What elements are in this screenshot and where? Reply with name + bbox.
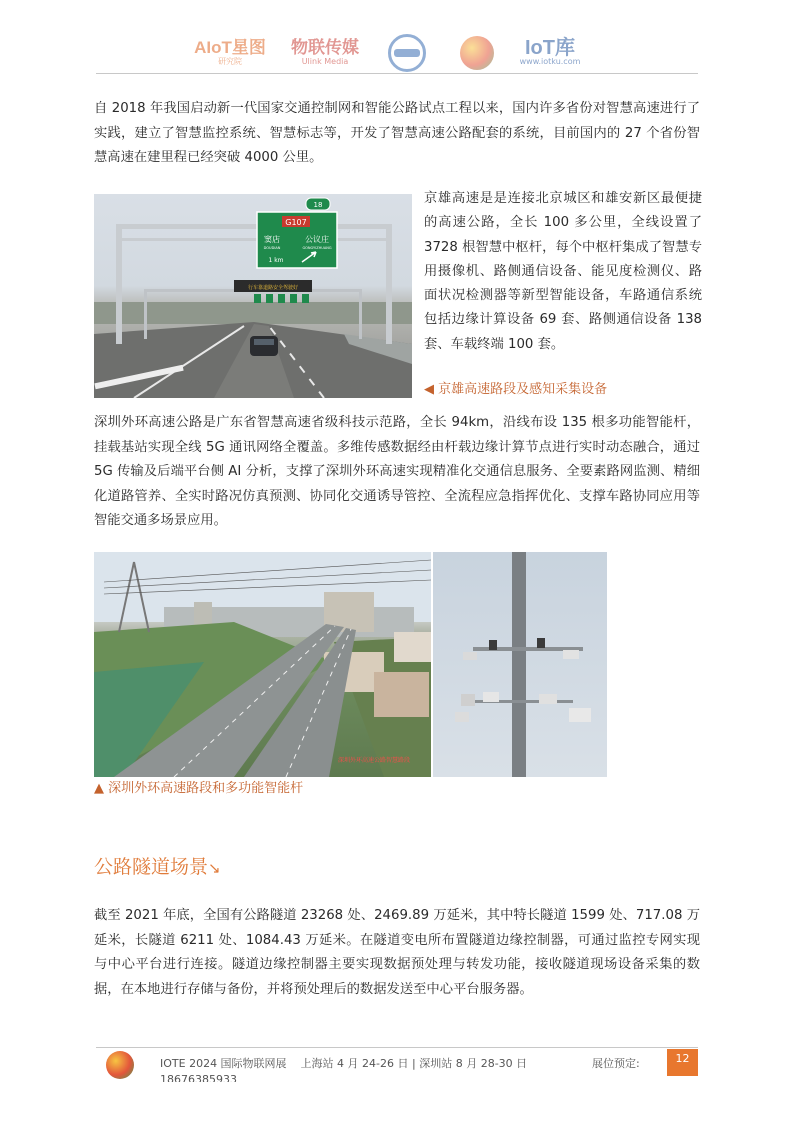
header-divider: [96, 73, 698, 74]
footer-event: [160, 1056, 527, 1072]
ulink-media-logo: [285, 33, 365, 73]
shenzhen-paragraph: 深圳外环高速公路是广东省智慧高速省级科技示范路，全长 94km，沿线布设 135 根多功能智能杆，挂载基站实现全线 5G 通讯网络全覆盖。多维传感数据经由杆载边缘计算节点进行实时动态融合，通过 5G 传输及后端平台侧 AI 分析，支撑了深圳外环高速实现精准化交通信息服务、全要素路网监测、精细化道路管养、全实时路况仿真预测、协同化交通诱导管控、全流程应急指挥优化、支撑车路协同应用等智能交通多场景应用。: [94, 415, 700, 528]
iote-logo: [455, 33, 499, 73]
arrow-down-right-icon: ↘: [208, 859, 221, 877]
aiot-logo-main: AIoT星图: [194, 38, 266, 57]
sign-right-destination: 公议庄: [305, 235, 329, 244]
photo-watermark: 深圳外环高速公路智慧路段: [337, 757, 411, 764]
ulink-logo-sub: Ulink Media: [301, 57, 349, 66]
iotku-logo: [515, 33, 585, 73]
smart-pole-photo: [433, 552, 607, 777]
aiot-logo-sub: 研究院: [218, 57, 242, 66]
footer-venues: 上海站 4 月 24-26 日 | 深圳站 8 月 28-30 日: [300, 1057, 528, 1070]
iote-footer-logo: [106, 1051, 134, 1079]
sign-left-destination-en: DOUDIAN: [263, 246, 281, 250]
footer-booth-label: 展位预定:: [592, 1057, 640, 1070]
iotku-logo-main: IoT库: [525, 37, 575, 59]
footer-phone: 18676385933: [160, 1073, 237, 1082]
aiot-logo: [190, 33, 270, 73]
ulink-logo-main: 物联传媒: [291, 38, 359, 57]
footer-event-name: IOTE 2024 国际物联网展: [160, 1057, 287, 1070]
shenzhen-highway-photo: [94, 552, 431, 777]
page-number: 12: [667, 1049, 698, 1076]
jingxiong-paragraph: 京雄高速是是连接北京城区和雄安新区最便捷的高速公路，全长 100 多公里，全线设置了 3728 根智慧中枢杆，每个中枢杆集成了智慧专用摄像机、路侧通信设备、能见度检测仪、路面状况检测器等新型智能设备，车路通信系统包括边缘计算设备 69 套、路侧通信设备 138 套、车载终端 100 套。: [424, 191, 702, 352]
vms-message: 行车靠道路安全驾驶好: [247, 285, 299, 291]
sign-distance: 1 km: [268, 257, 284, 264]
shenzhen-caption: ▲ 深圳外环高速路段和多功能智能杆: [94, 781, 304, 796]
highway-gantry-photo: [94, 194, 412, 398]
sign-right-destination-en: GONGYIZHUANG: [302, 246, 332, 250]
circle-badge-logo: [385, 33, 429, 73]
sign-route-number: G107: [285, 218, 307, 227]
header-logos: [0, 33, 794, 73]
tunnel-paragraph: 截至 2021 年底，全国有公路隧道 23268 处、2469.89 万延米，其中特长隧道 1599 处、717.08 万延米，长隧道 6211 处、1084.43 万延米。在隧道变电所布置隧道边缘控制器，可通过监控专网实现与中心平台进行连接。隧道边缘控制器主要实现数据预处理与转发功能，接收隧道现场设备采集的数据，在本地进行存储与备份，并将预处理后的数据发送至中心平台服务器。: [94, 908, 700, 997]
iotku-logo-sub: www.iotku.com: [519, 57, 581, 66]
intro-paragraph: 自 2018 年我国启动新一代国家交通控制网和智能公路试点工程以来，国内许多省份对智慧高速进行了实践，建立了智慧监控系统、智慧标志等，开发了智慧高速公路配套的系统，目前国内的 27 个省份智慧高速在建里程已经突破 4000 公里。: [94, 101, 700, 165]
tunnel-section-title-text: 公路隧道场景: [94, 856, 209, 878]
footer-divider: [96, 1047, 698, 1048]
sign-left-destination: 窦店: [264, 235, 280, 244]
tunnel-section-title: [94, 854, 221, 881]
jingxiong-caption: ◀ 京雄高速路段及感知采集设备: [424, 382, 608, 397]
sign-expressway-number: 18: [313, 201, 323, 209]
